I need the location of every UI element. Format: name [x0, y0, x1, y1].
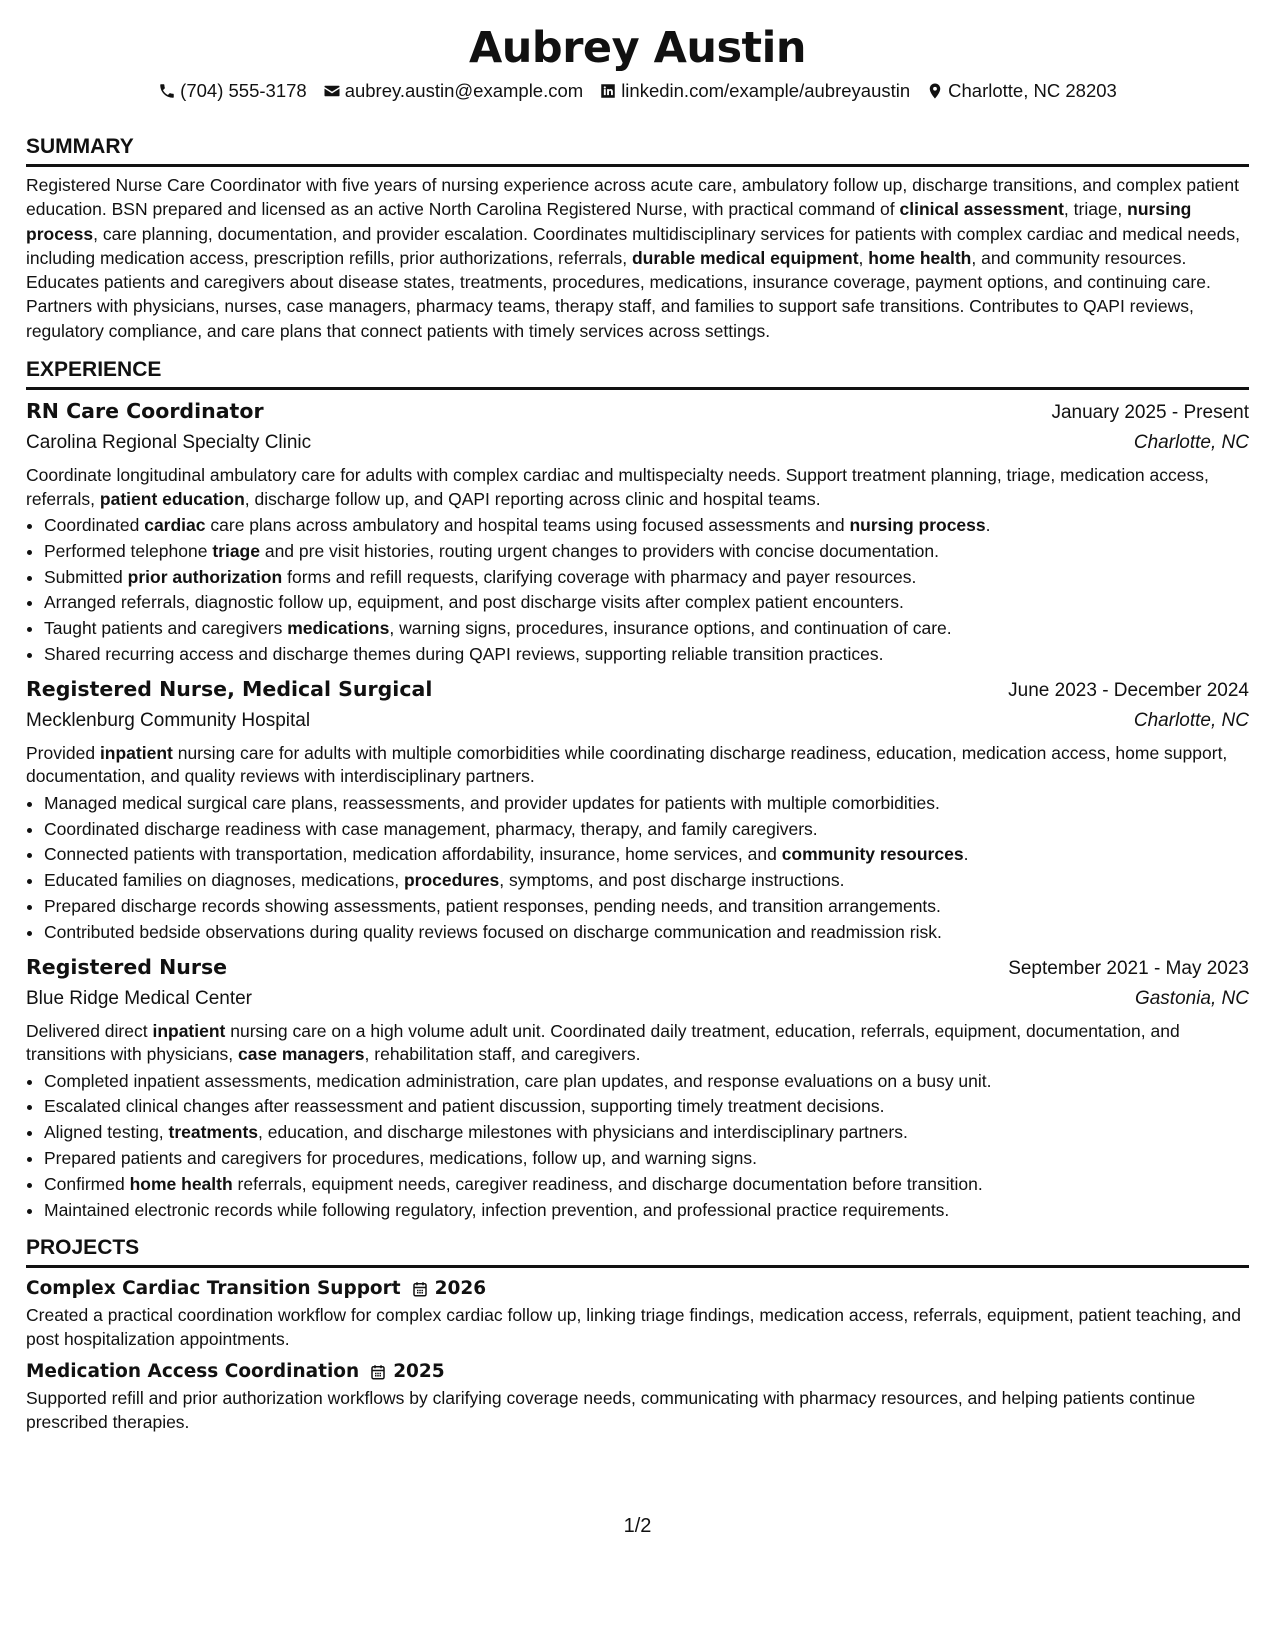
job-description: [26, 742, 1249, 789]
job-dates: June 2023 - December 2024: [1008, 679, 1249, 701]
job-location: Charlotte, NC: [1133, 709, 1249, 731]
text-run: Provided: [26, 742, 100, 763]
job-title: Registered Nurse, Medical Surgical: [26, 676, 433, 701]
bullet-item: [44, 894, 1249, 920]
phone-text: (704) 555-3178: [180, 80, 307, 101]
text-run: Completed inpatient assessments, medication administration, care plan updates, and response evaluations on a busy unit.: [44, 1070, 992, 1091]
bullet-item: [44, 539, 1249, 565]
text-run: Shared recurring access and discharge themes during QAPI reviews, supporting reliable transition practices.: [44, 644, 884, 665]
text-run: Coordinated discharge readiness with case management, pharmacy, therapy, and family caregivers.: [44, 818, 818, 839]
bold-keyword: prior authorization: [127, 566, 283, 587]
bold-keyword: triage: [212, 540, 260, 561]
text-run: Coordinate longitudinal ambulatory care for adults with complex cardiac and multispecialty needs. Support treatment planning, triage, medication access, referrals,: [26, 465, 1209, 509]
summary-section: [26, 134, 1249, 343]
candidate-name: Aubrey Austin: [469, 23, 806, 73]
section-heading: SUMMARY: [26, 134, 1249, 167]
bold-keyword: home health: [129, 1173, 233, 1194]
text-run: , symptoms, and post discharge instructions.: [499, 870, 845, 891]
project-title: Complex Cardiac Transition Support: [26, 1278, 401, 1300]
job-company: Blue Ridge Medical Center: [26, 987, 253, 1009]
text-run: nursing care on a high volume adult unit. Coordinated daily treatment, education, referrals, equipment, documentation, and transitions with physicians,: [26, 1020, 1180, 1065]
bold-keyword: case managers: [238, 1044, 365, 1065]
contact-bar: [26, 78, 1249, 104]
text-run: Escalated clinical changes after reassessment and patient discussion, supporting timely treatment decisions.: [44, 1096, 885, 1117]
bold-keyword: patient education: [99, 488, 245, 509]
calendar-icon: [411, 1280, 429, 1298]
text-run: Registered Nurse Care Coordinator with five years of nursing experience across acute care, ambulatory follow up, discharge transitions, and complex patient education. BSN prepared and licensed as an active North Carolina Registered Nurse, with practical command of: [26, 175, 1239, 220]
text-run: , rehabilitation staff, and caregivers.: [364, 1044, 641, 1065]
text-run: Contributed bedside observations during quality reviews focused on discharge communication and readmission risk.: [44, 921, 942, 942]
text-run: , education, and discharge milestones with physicians and interdisciplinary partners.: [258, 1122, 908, 1143]
text-run: referrals, equipment needs, caregiver readiness, and discharge documentation before transition.: [232, 1173, 983, 1194]
bold-keyword: inpatient: [152, 1020, 226, 1041]
calendar-icon: [369, 1363, 387, 1381]
project-description: Supported refill and prior authorization workflows by clarifying coverage needs, communicating with pharmacy resources, and helping patients continue prescribed therapies.: [26, 1388, 1196, 1432]
job-company: Mecklenburg Community Hospital: [26, 709, 311, 731]
project-year: [411, 1274, 487, 1304]
text-run: nursing care for adults with multiple comorbidities while coordinating discharge readiness, education, medication access, home support, documentation, and quality reviews with interdisciplinary partners.: [26, 742, 1228, 787]
project-title: Medication Access Coordination: [26, 1361, 360, 1383]
text-run: Delivered direct: [26, 1020, 153, 1041]
page-number: 1/2: [623, 1515, 652, 1537]
project-year: [369, 1357, 445, 1387]
bullet-item: [44, 920, 1249, 946]
bullet-item: [44, 642, 1249, 668]
text-run: Maintained electronic records while following regulatory, infection prevention, and professional practice requirements.: [44, 1199, 950, 1220]
bold-keyword: inpatient: [99, 742, 173, 763]
contact-phone: [158, 78, 307, 104]
job-entry: [26, 674, 1249, 946]
project-entry: [26, 1357, 1249, 1434]
job-dates: January 2025 - Present: [1051, 402, 1249, 424]
bullet-item: [44, 616, 1249, 642]
text-run: and pre visit histories, routing urgent changes to providers with concise documentation.: [259, 540, 939, 561]
summary-text: [26, 173, 1249, 343]
text-run: , discharge follow up, and QAPI reporting across clinic and hospital teams.: [244, 488, 821, 509]
bullet-item: [44, 1094, 1249, 1120]
section-heading: PROJECTS: [26, 1235, 1249, 1268]
text-run: Taught patients and caregivers: [44, 618, 288, 639]
job-title: Registered Nurse: [26, 954, 228, 979]
text-run: .: [985, 515, 991, 536]
text-run: , warning signs, procedures, insurance options, and continuation of care.: [389, 618, 952, 639]
job-company: Carolina Regional Specialty Clinic: [26, 432, 312, 454]
text-run: Coordinated: [44, 515, 145, 536]
project-description: Created a practical coordination workflow for complex cardiac follow up, linking triage findings, medication access, referrals, equipment, patient teaching, and post hospitalization appointments.: [26, 1305, 1241, 1349]
job-bullets: [26, 513, 1249, 668]
bullet-item: [44, 1146, 1249, 1172]
job-bullets: [26, 791, 1249, 946]
map-pin-icon: [926, 82, 944, 100]
bold-keyword: nursing process: [849, 515, 986, 536]
bold-keyword: nursing process: [26, 199, 1192, 244]
project-year-text: 2025: [393, 1361, 445, 1383]
text-run: Connected patients with transportation, medication affordability, insurance, home services, and: [44, 844, 782, 865]
text-run: care plans across ambulatory and hospital teams using focused assessments and: [205, 515, 850, 536]
bold-keyword: cardiac: [144, 515, 206, 536]
bold-keyword: durable medical equipment: [631, 247, 859, 268]
job-description: [26, 464, 1249, 511]
text-run: , care planning, documentation, and provider escalation. Coordinates multidisciplinary services for patients with complex cardiac and medical needs, including medication access, prescription refills, prior authorizations, referrals,: [26, 223, 1240, 268]
bullet-item: [44, 513, 1249, 539]
text-run: Performed telephone: [44, 540, 213, 561]
job-entry: [26, 952, 1249, 1224]
bullet-item: [44, 1069, 1249, 1095]
job-title: RN Care Coordinator: [26, 399, 264, 424]
envelope-icon: [323, 82, 341, 100]
text-run: Prepared patients and caregivers for procedures, medications, follow up, and warning signs.: [44, 1148, 758, 1169]
bullet-item: [44, 868, 1249, 894]
job-location: Charlotte, NC: [1133, 432, 1249, 454]
text-run: , and community resources. Educates patients and caregivers about disease states, treatments, procedures, medications, insurance coverage, payment options, and continuing care. Partners with physicians, nurses, case managers, pharmacy teams, therapy staff, and families to support safe transitions. Contributes to QAPI reviews, regulatory compliance, and care plans that connect patients with timely services across settings.: [26, 247, 1211, 341]
email-link[interactable]: aubrey.austin@example.com: [344, 80, 584, 101]
linkedin-link[interactable]: linkedin.com/example/aubreyaustin: [621, 80, 911, 101]
text-run: Managed medical surgical care plans, reassessments, and provider updates for patients with multiple comorbidities.: [44, 792, 940, 813]
bullet-item: [44, 817, 1249, 843]
bullet-item: [44, 842, 1249, 868]
text-run: Arranged referrals, diagnostic follow up, equipment, and post discharge visits after complex patient encounters.: [44, 592, 904, 613]
bullet-item: [44, 1198, 1249, 1224]
phone-icon: [158, 82, 176, 100]
contact-email[interactable]: [323, 78, 584, 104]
text-run: , triage,: [1063, 199, 1128, 220]
bold-keyword: clinical assessment: [899, 199, 1064, 220]
bold-keyword: procedures: [403, 870, 500, 891]
location-text: Charlotte, NC 28203: [948, 80, 1117, 101]
bullet-item: [44, 1172, 1249, 1198]
section-heading: EXPERIENCE: [26, 357, 1249, 390]
job-description: [26, 1020, 1249, 1067]
text-run: Confirmed: [44, 1173, 130, 1194]
bullet-item: [44, 791, 1249, 817]
bold-keyword: medications: [287, 618, 390, 639]
text-run: Submitted: [44, 566, 128, 587]
bullet-item: [44, 565, 1249, 591]
bullet-item: [44, 590, 1249, 616]
text-run: .: [963, 844, 969, 865]
bullet-item: [44, 1120, 1249, 1146]
text-run: ,: [858, 247, 869, 268]
bold-keyword: home health: [868, 247, 972, 268]
bold-keyword: community resources: [781, 844, 964, 865]
text-run: Prepared discharge records showing assessments, patient responses, pending needs, and transition arrangements.: [44, 896, 941, 917]
job-dates: September 2021 - May 2023: [1008, 957, 1249, 979]
text-run: Educated families on diagnoses, medications,: [44, 870, 404, 891]
linkedin-icon: [599, 82, 617, 100]
job-entry: [26, 396, 1249, 668]
text-run: forms and refill requests, clarifying coverage with pharmacy and payer resources.: [282, 566, 917, 587]
job-location: Gastonia, NC: [1134, 987, 1249, 1009]
contact-linkedin[interactable]: [599, 78, 910, 104]
projects-section: [26, 1235, 1249, 1434]
text-run: Aligned testing,: [44, 1122, 169, 1143]
bold-keyword: treatments: [168, 1122, 259, 1143]
experience-section: [26, 357, 1249, 1223]
project-entry: [26, 1274, 1249, 1351]
project-year-text: 2026: [434, 1278, 487, 1300]
job-bullets: [26, 1069, 1249, 1224]
contact-location: [926, 78, 1117, 104]
